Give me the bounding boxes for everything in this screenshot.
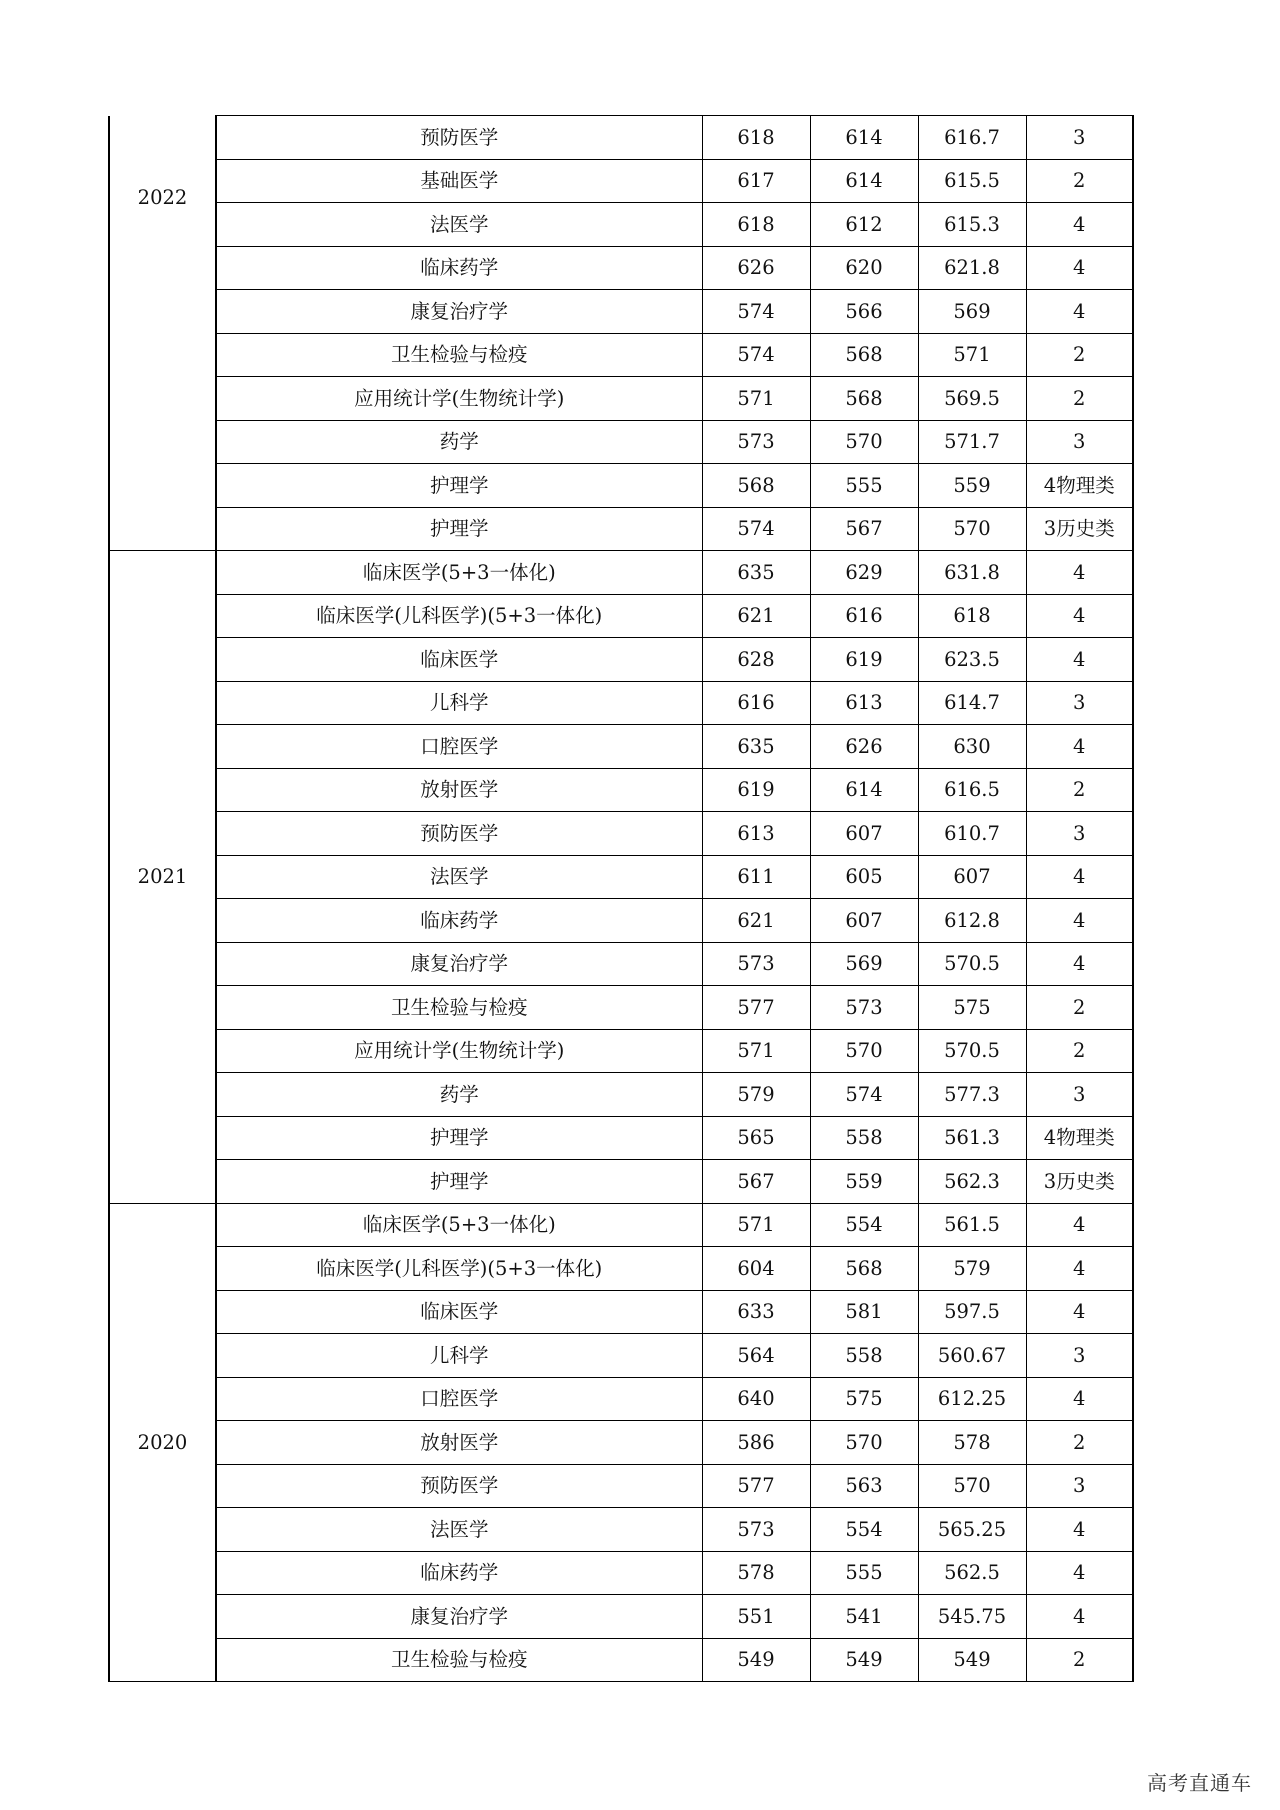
table-row — [109, 1029, 1133, 1073]
max-score-cell: 621 — [702, 594, 810, 638]
count-cell: 3 — [1026, 420, 1133, 464]
count-cell: 4 — [1026, 551, 1133, 595]
major-cell: 临床医学(5+3一体化) — [216, 551, 702, 595]
major-cell: 预防医学 — [216, 1464, 702, 1508]
avg-score-cell: 565.25 — [918, 1508, 1026, 1552]
max-score-cell: 613 — [702, 812, 810, 856]
max-score-cell: 640 — [702, 1377, 810, 1421]
count-cell: 4 — [1026, 203, 1133, 247]
major-cell: 卫生检验与检疫 — [216, 333, 702, 377]
major-cell: 临床药学 — [216, 246, 702, 290]
max-score-cell: 573 — [702, 1508, 810, 1552]
year-cell: 2020 — [109, 1203, 216, 1682]
table-row — [109, 812, 1133, 856]
max-score-cell: 573 — [702, 942, 810, 986]
table-row — [109, 681, 1133, 725]
table-row — [109, 899, 1133, 943]
table-row — [109, 377, 1133, 421]
min-score-cell: 612 — [810, 203, 918, 247]
major-cell: 法医学 — [216, 1508, 702, 1552]
count-cell: 4 — [1026, 942, 1133, 986]
count-cell: 4 — [1026, 1247, 1133, 1291]
avg-score-cell: 559 — [918, 464, 1026, 508]
table-row — [109, 1508, 1133, 1552]
table-row — [109, 1290, 1133, 1334]
table-row — [109, 1551, 1133, 1595]
year-cell: 2022 — [109, 116, 216, 551]
major-cell: 临床医学 — [216, 1290, 702, 1334]
min-score-cell: 575 — [810, 1377, 918, 1421]
table-row — [109, 1203, 1133, 1247]
max-score-cell: 616 — [702, 681, 810, 725]
table-row — [109, 116, 1133, 160]
avg-score-cell: 630 — [918, 725, 1026, 769]
min-score-cell: 559 — [810, 1160, 918, 1204]
max-score-cell: 635 — [702, 551, 810, 595]
max-score-cell: 618 — [702, 203, 810, 247]
min-score-cell: 541 — [810, 1595, 918, 1639]
count-cell: 2 — [1026, 1421, 1133, 1465]
max-score-cell: 549 — [702, 1638, 810, 1682]
avg-score-cell: 579 — [918, 1247, 1026, 1291]
max-score-cell: 626 — [702, 246, 810, 290]
count-cell: 3 — [1026, 1073, 1133, 1117]
avg-score-cell: 597.5 — [918, 1290, 1026, 1334]
count-cell: 3历史类 — [1026, 507, 1133, 551]
table-row — [109, 507, 1133, 551]
min-score-cell: 566 — [810, 290, 918, 334]
major-cell: 应用统计学(生物统计学) — [216, 377, 702, 421]
count-cell: 4 — [1026, 638, 1133, 682]
max-score-cell: 628 — [702, 638, 810, 682]
table-row — [109, 594, 1133, 638]
avg-score-cell: 610.7 — [918, 812, 1026, 856]
table-row — [109, 1638, 1133, 1682]
min-score-cell: 563 — [810, 1464, 918, 1508]
table-row — [109, 1421, 1133, 1465]
avg-score-cell: 615.3 — [918, 203, 1026, 247]
count-cell: 4 — [1026, 1508, 1133, 1552]
table-row — [109, 942, 1133, 986]
avg-score-cell: 561.5 — [918, 1203, 1026, 1247]
min-score-cell: 605 — [810, 855, 918, 899]
max-score-cell: 571 — [702, 377, 810, 421]
max-score-cell: 564 — [702, 1334, 810, 1378]
avg-score-cell: 570.5 — [918, 1029, 1026, 1073]
major-cell: 药学 — [216, 1073, 702, 1117]
min-score-cell: 568 — [810, 1247, 918, 1291]
major-cell: 儿科学 — [216, 1334, 702, 1378]
max-score-cell: 635 — [702, 725, 810, 769]
min-score-cell: 549 — [810, 1638, 918, 1682]
avg-score-cell: 560.67 — [918, 1334, 1026, 1378]
min-score-cell: 614 — [810, 768, 918, 812]
avg-score-cell: 621.8 — [918, 246, 1026, 290]
avg-score-cell: 623.5 — [918, 638, 1026, 682]
max-score-cell: 574 — [702, 507, 810, 551]
table-row — [109, 203, 1133, 247]
count-cell: 4 — [1026, 246, 1133, 290]
max-score-cell: 571 — [702, 1203, 810, 1247]
table-row — [109, 290, 1133, 334]
avg-score-cell: 575 — [918, 986, 1026, 1030]
table-row — [109, 1073, 1133, 1117]
major-cell: 卫生检验与检疫 — [216, 986, 702, 1030]
max-score-cell: 573 — [702, 420, 810, 464]
min-score-cell: 607 — [810, 899, 918, 943]
major-cell: 康复治疗学 — [216, 1595, 702, 1639]
max-score-cell: 578 — [702, 1551, 810, 1595]
max-score-cell: 568 — [702, 464, 810, 508]
count-cell: 4 — [1026, 594, 1133, 638]
major-cell: 预防医学 — [216, 812, 702, 856]
count-cell: 4 — [1026, 1551, 1133, 1595]
min-score-cell: 613 — [810, 681, 918, 725]
avg-score-cell: 578 — [918, 1421, 1026, 1465]
table-row — [109, 1377, 1133, 1421]
min-score-cell: 568 — [810, 377, 918, 421]
avg-score-cell: 616.5 — [918, 768, 1026, 812]
max-score-cell: 633 — [702, 1290, 810, 1334]
avg-score-cell: 631.8 — [918, 551, 1026, 595]
watermark-text: 高考直通车 — [1147, 1771, 1252, 1795]
year-cell: 2021 — [109, 551, 216, 1204]
avg-score-cell: 570.5 — [918, 942, 1026, 986]
count-cell: 4物理类 — [1026, 1116, 1133, 1160]
avg-score-cell: 615.5 — [918, 159, 1026, 203]
table-row — [109, 986, 1133, 1030]
min-score-cell: 574 — [810, 1073, 918, 1117]
max-score-cell: 577 — [702, 986, 810, 1030]
count-cell: 4 — [1026, 1595, 1133, 1639]
min-score-cell: 581 — [810, 1290, 918, 1334]
count-cell: 4 — [1026, 1377, 1133, 1421]
min-score-cell: 569 — [810, 942, 918, 986]
table-row — [109, 1595, 1133, 1639]
table-row — [109, 1160, 1133, 1204]
count-cell: 3 — [1026, 1464, 1133, 1508]
avg-score-cell: 614.7 — [918, 681, 1026, 725]
table-row — [109, 725, 1133, 769]
min-score-cell: 620 — [810, 246, 918, 290]
avg-score-cell: 571 — [918, 333, 1026, 377]
avg-score-cell: 562.5 — [918, 1551, 1026, 1595]
min-score-cell: 573 — [810, 986, 918, 1030]
max-score-cell: 579 — [702, 1073, 810, 1117]
count-cell: 3 — [1026, 681, 1133, 725]
avg-score-cell: 616.7 — [918, 116, 1026, 160]
count-cell: 4 — [1026, 1203, 1133, 1247]
table-body — [109, 116, 1133, 1682]
major-cell: 法医学 — [216, 855, 702, 899]
max-score-cell: 565 — [702, 1116, 810, 1160]
min-score-cell: 626 — [810, 725, 918, 769]
min-score-cell: 558 — [810, 1116, 918, 1160]
min-score-cell: 554 — [810, 1508, 918, 1552]
major-cell: 护理学 — [216, 1160, 702, 1204]
min-score-cell: 567 — [810, 507, 918, 551]
major-cell: 口腔医学 — [216, 725, 702, 769]
max-score-cell: 571 — [702, 1029, 810, 1073]
max-score-cell: 618 — [702, 116, 810, 160]
min-score-cell: 555 — [810, 464, 918, 508]
count-cell: 4 — [1026, 725, 1133, 769]
min-score-cell: 614 — [810, 116, 918, 160]
table-row — [109, 1334, 1133, 1378]
max-score-cell: 604 — [702, 1247, 810, 1291]
major-cell: 临床医学(儿科医学)(5+3一体化) — [216, 1247, 702, 1291]
count-cell: 2 — [1026, 1029, 1133, 1073]
score-sheet — [108, 115, 1132, 1682]
min-score-cell: 629 — [810, 551, 918, 595]
major-cell: 临床药学 — [216, 1551, 702, 1595]
count-cell: 2 — [1026, 159, 1133, 203]
min-score-cell: 570 — [810, 1421, 918, 1465]
avg-score-cell: 562.3 — [918, 1160, 1026, 1204]
count-cell: 4物理类 — [1026, 464, 1133, 508]
major-cell: 基础医学 — [216, 159, 702, 203]
major-cell: 临床医学(儿科医学)(5+3一体化) — [216, 594, 702, 638]
min-score-cell: 568 — [810, 333, 918, 377]
min-score-cell: 607 — [810, 812, 918, 856]
max-score-cell: 567 — [702, 1160, 810, 1204]
table-row — [109, 855, 1133, 899]
major-cell: 药学 — [216, 420, 702, 464]
major-cell: 临床药学 — [216, 899, 702, 943]
table-row — [109, 420, 1133, 464]
max-score-cell: 621 — [702, 899, 810, 943]
count-cell: 3历史类 — [1026, 1160, 1133, 1204]
major-cell: 护理学 — [216, 464, 702, 508]
table-row — [109, 333, 1133, 377]
avg-score-cell: 570 — [918, 507, 1026, 551]
major-cell: 口腔医学 — [216, 1377, 702, 1421]
avg-score-cell: 549 — [918, 1638, 1026, 1682]
max-score-cell: 551 — [702, 1595, 810, 1639]
count-cell: 4 — [1026, 1290, 1133, 1334]
major-cell: 卫生检验与检疫 — [216, 1638, 702, 1682]
avg-score-cell: 545.75 — [918, 1595, 1026, 1639]
count-cell: 4 — [1026, 899, 1133, 943]
major-cell: 放射医学 — [216, 1421, 702, 1465]
table-row — [109, 159, 1133, 203]
major-cell: 康复治疗学 — [216, 942, 702, 986]
max-score-cell: 611 — [702, 855, 810, 899]
count-cell: 3 — [1026, 812, 1133, 856]
table-row — [109, 1464, 1133, 1508]
count-cell: 3 — [1026, 1334, 1133, 1378]
avg-score-cell: 571.7 — [918, 420, 1026, 464]
count-cell: 3 — [1026, 116, 1133, 160]
major-cell: 放射医学 — [216, 768, 702, 812]
table-row — [109, 551, 1133, 595]
min-score-cell: 570 — [810, 420, 918, 464]
max-score-cell: 574 — [702, 290, 810, 334]
major-cell: 护理学 — [216, 1116, 702, 1160]
table-row — [109, 768, 1133, 812]
avg-score-cell: 618 — [918, 594, 1026, 638]
major-cell: 预防医学 — [216, 116, 702, 160]
major-cell: 临床医学(5+3一体化) — [216, 1203, 702, 1247]
avg-score-cell: 569.5 — [918, 377, 1026, 421]
count-cell: 2 — [1026, 768, 1133, 812]
major-cell: 儿科学 — [216, 681, 702, 725]
avg-score-cell: 577.3 — [918, 1073, 1026, 1117]
min-score-cell: 614 — [810, 159, 918, 203]
count-cell: 4 — [1026, 290, 1133, 334]
max-score-cell: 619 — [702, 768, 810, 812]
count-cell: 2 — [1026, 986, 1133, 1030]
count-cell: 4 — [1026, 855, 1133, 899]
avg-score-cell: 612.8 — [918, 899, 1026, 943]
table-row — [109, 638, 1133, 682]
avg-score-cell: 607 — [918, 855, 1026, 899]
max-score-cell: 577 — [702, 1464, 810, 1508]
min-score-cell: 555 — [810, 1551, 918, 1595]
min-score-cell: 554 — [810, 1203, 918, 1247]
min-score-cell: 619 — [810, 638, 918, 682]
min-score-cell: 570 — [810, 1029, 918, 1073]
max-score-cell: 586 — [702, 1421, 810, 1465]
count-cell: 2 — [1026, 1638, 1133, 1682]
table-row — [109, 464, 1133, 508]
avg-score-cell: 561.3 — [918, 1116, 1026, 1160]
count-cell: 2 — [1026, 333, 1133, 377]
major-cell: 康复治疗学 — [216, 290, 702, 334]
avg-score-cell: 569 — [918, 290, 1026, 334]
major-cell: 法医学 — [216, 203, 702, 247]
max-score-cell: 617 — [702, 159, 810, 203]
count-cell: 2 — [1026, 377, 1133, 421]
table-row — [109, 1116, 1133, 1160]
admission-score-table — [108, 115, 1134, 1682]
major-cell: 护理学 — [216, 507, 702, 551]
avg-score-cell: 570 — [918, 1464, 1026, 1508]
major-cell: 临床医学 — [216, 638, 702, 682]
avg-score-cell: 612.25 — [918, 1377, 1026, 1421]
table-row — [109, 246, 1133, 290]
min-score-cell: 558 — [810, 1334, 918, 1378]
max-score-cell: 574 — [702, 333, 810, 377]
major-cell: 应用统计学(生物统计学) — [216, 1029, 702, 1073]
min-score-cell: 616 — [810, 594, 918, 638]
table-row — [109, 1247, 1133, 1291]
